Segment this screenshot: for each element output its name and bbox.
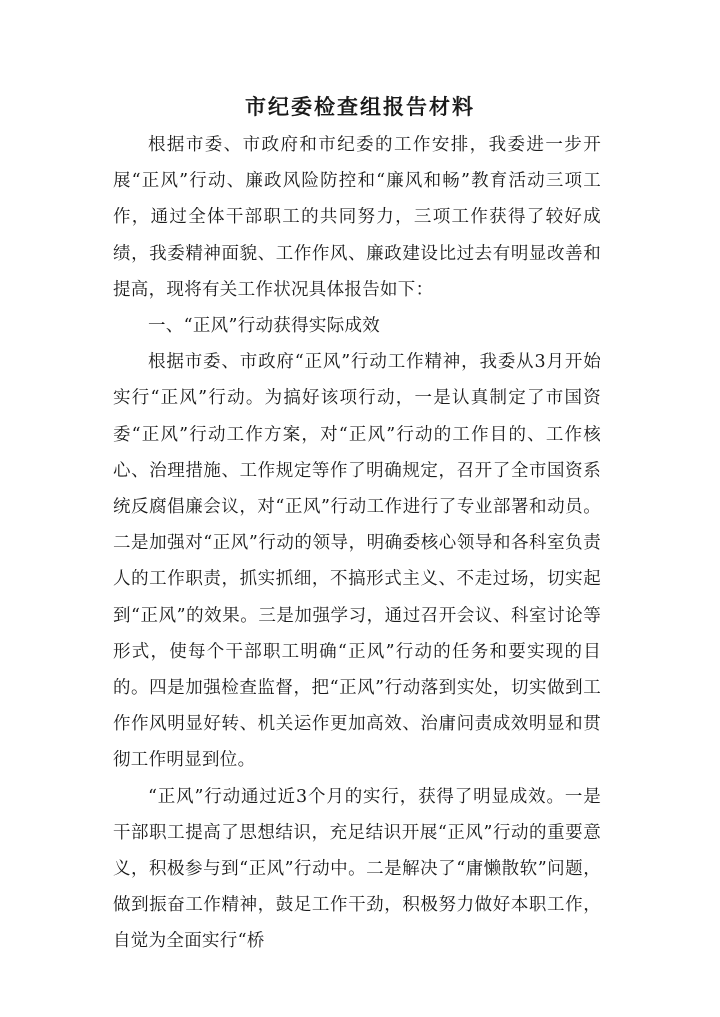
paragraph-measures: 根据市委、市政府“正风”行动工作精神，我委从3月开始实行“正风”行动。为搞好该项行动，一是认真制定了市国资委“正风”行动工作方案，对“正风”行动的工作目的、工作核心、治理措施、工作规定等作了明确规定，召开了全市国资系统反腐倡廉会议，对“正风”行动工作进行了专业部署和动员。二是加强对“正风”行动的领导，明确委核心领导和各科室负责人的工作职责，抓实抓细，不搞形式主义、不走过场，切实起到“正风”的效果。三是加强学习，通过召开会议、科室讨论等形式，使每个干部职工明确“正风”行动的任务和要实现的目的。四是加强检查监督，把“正风”行动落到实处，切实做到工作作风明显好转、机关运作更加高效、治庸问责成效明显和贯彻工作明显到位。 [113,352,601,771]
paragraph-intro: 根据市委、市政府和市纪委的工作安排，我委进一步开展“正风”行动、廉政风险防控和“廉风和畅”教育活动三项工作，通过全体干部职工的共同努力，三项工作获得了较好成绩，我委精神面貌、工作作风、廉政建设比过去有明显改善和提高，现将有关工作状况具体报告如下： [113,135,601,300]
section-heading-1: 一、“正风”行动获得实际成效 [148,316,381,337]
page-title: 市纪委检查组报告材料 [245,94,475,119]
document-body [113,127,601,960]
paragraph-results: “正风”行动通过近3个月的实行，获得了明显成效。一是干部职工提高了思想结识，充足结识开展“正风”行动的重要意义，积极参与到“正风”行动中。二是解决了“庸懒散软”问题，做到振奋工作精神，鼓足工作干劲，积极努力做好本职工作，自觉为全面实行“桥 [113,786,601,952]
